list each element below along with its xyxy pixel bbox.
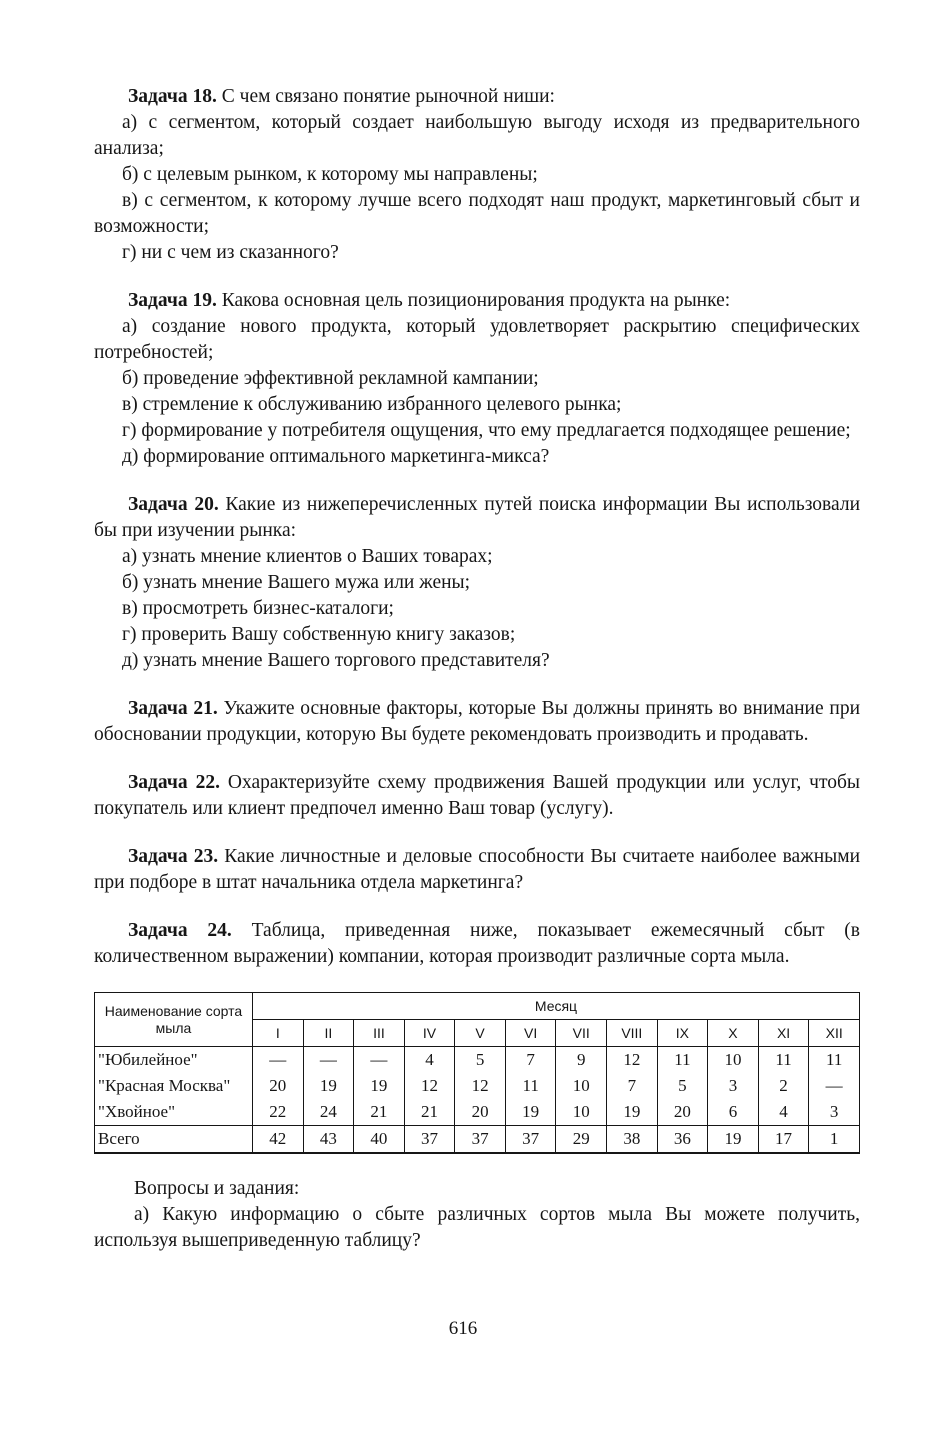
month-label: IV <box>404 1020 455 1047</box>
task-block <box>94 918 860 970</box>
soap-name-cell: "Юбилейное" <box>95 1047 253 1074</box>
task-label: Задача 19. <box>128 290 217 311</box>
task-block <box>94 844 860 896</box>
sales-value-cell: 37 <box>404 1126 455 1154</box>
sales-value-cell: 2 <box>758 1073 809 1099</box>
sales-value-cell: 17 <box>758 1126 809 1154</box>
soap-sales-table <box>94 992 860 1154</box>
sales-value-cell: — <box>303 1047 354 1074</box>
questions-section <box>94 1176 860 1254</box>
task-list <box>94 84 860 970</box>
task-option: б) с целевым рынком, к которому мы направлены; <box>122 164 538 185</box>
sales-value-cell: 12 <box>404 1073 455 1099</box>
sales-value-cell: 12 <box>455 1073 506 1099</box>
task-option: д) формирование оптимального маркетинга-микса? <box>122 446 550 467</box>
sales-value-cell: 9 <box>556 1047 607 1074</box>
table-body <box>95 1047 860 1154</box>
table-row <box>95 1099 860 1126</box>
task-question <box>94 770 860 822</box>
sales-value-cell: 24 <box>303 1099 354 1126</box>
task-text: Какие личностные и деловые способности Вы считаете наиболее важными при подборе в штат начальника отдела маркетинга? <box>94 846 861 893</box>
task-text: Какова основная цель позиционирования продукта на рынке: <box>216 290 731 311</box>
table-row <box>95 1126 860 1154</box>
sales-value-cell: 1 <box>809 1126 860 1154</box>
month-label: III <box>354 1020 405 1047</box>
task-label: Задача 20. <box>128 494 219 515</box>
task-option: в) с сегментом, к которому лучше всего подходят наш продукт, маркетинговый сбыт и возможности; <box>94 190 860 237</box>
month-label: X <box>708 1020 759 1047</box>
sales-value-cell: 11 <box>505 1073 556 1099</box>
task-question <box>94 84 860 110</box>
month-label: II <box>303 1020 354 1047</box>
sales-value-cell: 3 <box>809 1099 860 1126</box>
sales-value-cell: 40 <box>354 1126 405 1154</box>
sales-value-cell: 5 <box>657 1073 708 1099</box>
soap-name-cell: Всего <box>95 1126 253 1154</box>
soap-name-cell: "Хвойное" <box>95 1099 253 1126</box>
task-label: Задача 18. <box>128 86 217 107</box>
sales-value-cell: 19 <box>505 1099 556 1126</box>
sales-value-cell: 12 <box>607 1047 658 1074</box>
sales-value-cell: 19 <box>354 1073 405 1099</box>
task-option: а) создание нового продукта, который удовлетворяет раскрытию специфических потребностей; <box>94 316 860 363</box>
task-option: д) узнать мнение Вашего торгового представителя? <box>122 650 550 671</box>
table-header-row <box>95 993 860 1020</box>
task-option: г) формирование у потребителя ощущения, что ему предлагается подходящее решение; <box>122 420 851 441</box>
month-label: VII <box>556 1020 607 1047</box>
task-question <box>94 844 860 896</box>
task-label: Задача 24. <box>128 920 232 941</box>
month-header: Месяц <box>252 993 859 1020</box>
task-block <box>94 696 860 748</box>
task-text: Какие из нижеперечисленных путей поиска информации Вы использовали бы при изучении рынка: <box>94 494 860 541</box>
questions-heading: Вопросы и задания: <box>134 1178 300 1199</box>
sales-value-cell: 7 <box>505 1047 556 1074</box>
task-option: г) проверить Вашу собственную книгу заказов; <box>122 624 516 645</box>
sales-value-cell: 36 <box>657 1126 708 1154</box>
task-block <box>94 770 860 822</box>
sales-value-cell: 19 <box>303 1073 354 1099</box>
task-option: б) проведение эффективной рекламной кампании; <box>122 368 539 389</box>
sales-value-cell: 29 <box>556 1126 607 1154</box>
soap-name-header: Наименование сорта мыла <box>95 993 253 1047</box>
sales-value-cell: 19 <box>708 1126 759 1154</box>
sales-value-cell: 7 <box>607 1073 658 1099</box>
task-block <box>94 492 860 674</box>
month-label: IX <box>657 1020 708 1047</box>
sales-value-cell: 4 <box>404 1047 455 1074</box>
page-content <box>94 84 860 1254</box>
sales-value-cell: 19 <box>607 1099 658 1126</box>
task-block <box>94 84 860 266</box>
sales-value-cell: 22 <box>252 1099 303 1126</box>
task-question <box>94 288 860 314</box>
task-text: Укажите основные факторы, которые Вы должны принять во внимание при обосновании продукции, которую Вы будете рекомендовать производить и продавать. <box>94 698 860 745</box>
task-label: Задача 23. <box>128 846 219 867</box>
sales-value-cell: 6 <box>708 1099 759 1126</box>
task-label: Задача 22. <box>128 772 220 793</box>
sales-value-cell: 11 <box>758 1047 809 1074</box>
soap-name-cell: "Красная Москва" <box>95 1073 253 1099</box>
sales-value-cell: 3 <box>708 1073 759 1099</box>
task-label: Задача 21. <box>128 698 218 719</box>
sales-value-cell: 11 <box>809 1047 860 1074</box>
task-option: а) с сегментом, который создает наибольшую выгоду исходя из предварительного анализа; <box>94 112 860 159</box>
sales-value-cell: 38 <box>607 1126 658 1154</box>
sales-value-cell: 43 <box>303 1126 354 1154</box>
task-question <box>94 492 860 544</box>
task-option: а) узнать мнение клиентов о Ваших товарах; <box>122 546 493 567</box>
month-label: I <box>252 1020 303 1047</box>
sales-value-cell: 11 <box>657 1047 708 1074</box>
task-text: Таблица, приведенная ниже, показывает ежемесячный сбыт (в количественном выражении) компании, которая производит различные сорта мыла. <box>94 920 861 967</box>
month-label: XII <box>809 1020 860 1047</box>
task-question <box>94 918 860 970</box>
task-option: в) просмотреть бизнес-каталоги; <box>122 598 394 619</box>
sales-value-cell: 10 <box>556 1073 607 1099</box>
sales-value-cell: 37 <box>455 1126 506 1154</box>
task-option: б) узнать мнение Вашего мужа или жены; <box>122 572 471 593</box>
sales-value-cell: — <box>252 1047 303 1074</box>
sales-value-cell: 5 <box>455 1047 506 1074</box>
task-question <box>94 696 860 748</box>
sales-value-cell: 20 <box>657 1099 708 1126</box>
sales-value-cell: 20 <box>455 1099 506 1126</box>
sales-value-cell: 37 <box>505 1126 556 1154</box>
table-row <box>95 1047 860 1074</box>
sales-value-cell: 21 <box>404 1099 455 1126</box>
page-number: 616 <box>448 1318 478 1339</box>
task-text: Охарактеризуйте схему продвижения Вашей продукции или услуг, чтобы покупатель или клиент предпочел именно Ваш товар (услугу). <box>94 772 861 819</box>
sales-value-cell: 4 <box>758 1099 809 1126</box>
month-label: VIII <box>607 1020 658 1047</box>
month-label: XI <box>758 1020 809 1047</box>
month-label: V <box>455 1020 506 1047</box>
month-label: VI <box>505 1020 556 1047</box>
sales-value-cell: — <box>809 1073 860 1099</box>
task-block <box>94 288 860 470</box>
task-option: в) стремление к обслуживанию избранного целевого рынка; <box>122 394 622 415</box>
task-text: С чем связано понятие рыночной ниши: <box>216 86 555 107</box>
task-option: г) ни с чем из сказанного? <box>122 242 339 263</box>
sales-value-cell: 42 <box>252 1126 303 1154</box>
table-row <box>95 1073 860 1099</box>
sales-value-cell: 10 <box>556 1099 607 1126</box>
question-item: а) Какую информацию о сбыте различных сортов мыла Вы можете получить, используя вышеприведенную таблицу? <box>94 1204 860 1251</box>
sales-value-cell: — <box>354 1047 405 1074</box>
sales-value-cell: 10 <box>708 1047 759 1074</box>
sales-value-cell: 21 <box>354 1099 405 1126</box>
sales-value-cell: 20 <box>252 1073 303 1099</box>
